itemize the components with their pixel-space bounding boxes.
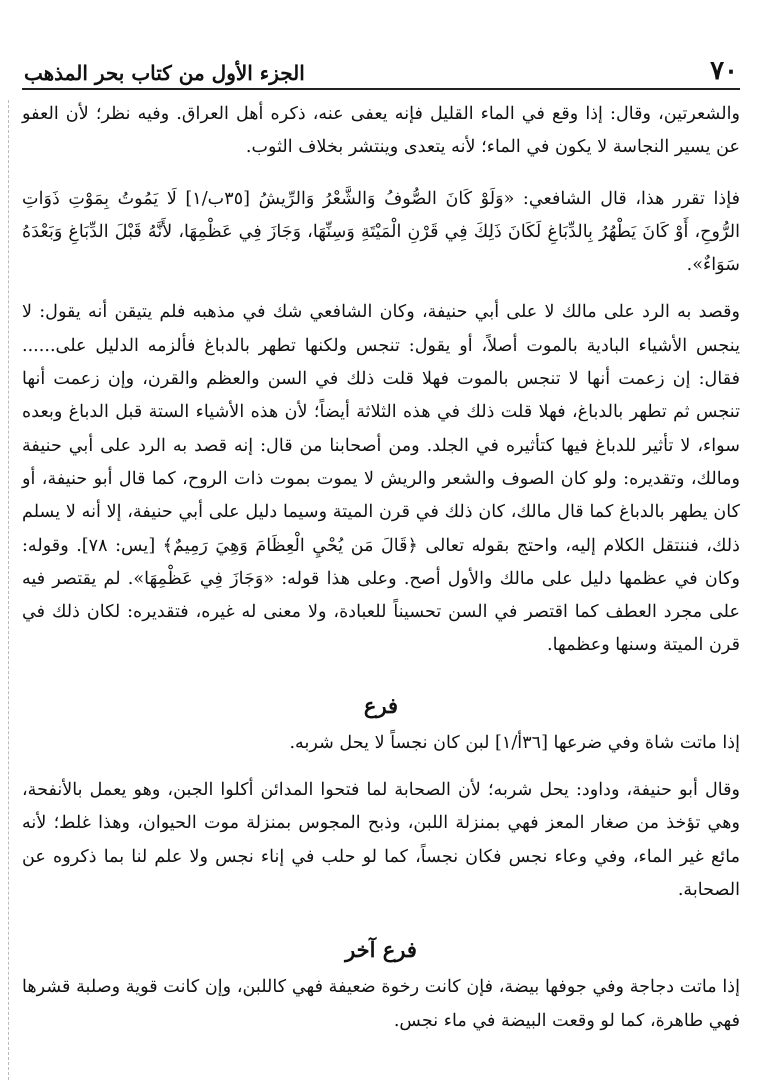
paragraph-5: وقال أبو حنيفة، وداود: يحل شربه؛ لأن الصحابة لما فتحوا المدائن أكلوا الجبن، وهو يعمل بالأنفحة، وهي تؤخذ من صغار المعز فهي بمنزلة اللبن، وذبح المجوس بمنزلة موت الحيوان، وهذا غلط؛ لأنه مائع غير الماء، وفي وعاء نجس فكان نجساً، كما لو حلب في إناء نجس ولا علم لنا بما ذكروه عن الصحابة. — [22, 780, 740, 900]
section-heading-far: فرع — [363, 692, 399, 718]
paragraph-3: وقصد به الرد على مالك لا على أبي حنيفة، وكان الشافعي شك في مذهبه فلم يتيقن أنه يقول: لا ينجس الأشياء البادية بالموت أصلاً، أو يقول: تنجس ولكنها تطهر بالدباغ فألزمه الدليل على...... فقال: إن زعمت أنها لا تنجس بالموت فهلا قلت ذلك في السن والعظم والقرن، وإن زعمت أنها تنجس ثم تطهر بالدباغ، فهلا قلت ذلك في هذه الثلاثة أيضاً؛ لأن هذه الأشياء الستة قبل الدباغ وبعده سواء، لا تأثير للدباغ فيها كتأثيره في الجلد. ومن أصحابنا من قال: إنه قصد به الرد على أبي حنيفة ومالك، وتقديره: ولو كان الصوف والشعر والريش لا يموت بموت ذات الروح، كما قال أبو حنيفة، أو كان يطهر بالدباغ كما قال مالك، كان ذلك في قرن الميتة وسيما دليل على أبي حنيفة، إلا أنه لا يسلم ذلك، فننتقل الكلام إليه، واحتج بقوله تعالى ﴿قَالَ مَن يُحْيِ الْعِظَامَ وَهِيَ رَمِيمٌ﴾ [يس: ٧٨]. وقوله: وكان في عظمها دليل على مالك والأول أصح. وعلى هذا قوله: «وَجَازَ فِي عَظْمِهَا». لم يقتصر فيه على مجرد العطف كما اقتصر في السن تحسيناً للعبادة، ولا معنى له غيره، فتقديره: لكان ذلك في قرن الميتة وسنها وعظمها. — [22, 302, 740, 656]
paragraph-2: فإذا تقرر هذا، قال الشافعي: «وَلَوْ كَانَ الصُّوفُ وَالشَّعْرُ وَالرِّيشُ [٣٥ب/١] لَا يَمُوتُ بِمَوْتِ ذَوَاتِ الرُّوحِ، أَوْ كَانَ يَطْهُرُ بِالدِّبَاغِ لَكَانَ ذَلِكَ فِي قَرْنِ الْمَيْتَةِ وَسِنِّهَا، وَجَازَ فِي عَظْمِهَا، لأَنَّهُ قَبْلَ الدِّبَاغِ وَبَعْدَهُ سَوَاءٌ». — [22, 188, 740, 276]
paragraph-4: إذا ماتت شاة وفي ضرعها [٣٦أ/١] لبن كان نجساً لا يحل شربه. — [289, 732, 740, 753]
page-header — [22, 52, 740, 90]
page — [22, 52, 740, 1038]
section-heading-far-akhar: فرع آخر — [345, 937, 417, 963]
page-number: ٧٠ — [710, 56, 738, 86]
running-title: الجزء الأول من كتاب بحر المذهب — [24, 61, 305, 85]
paragraph-6: إذا ماتت دجاجة وفي جوفها بيضة، فإن كانت رخوة ضعيفة فهي كاللبن، وإن كانت قوية وصلبة قشرها فهي طاهرة، كما لو وقعت البيضة في ماء نجس. — [22, 977, 740, 1031]
paragraph-1: والشعرتين، وقال: إذا وقع في الماء القليل فإنه يعفى عنه، ذكره أهل العراق. وفيه نظر؛ لأن العفو عن يسير النجاسة لا يكون في الماء؛ لأنه يتعدى وينتشر بخلاف الثوب. — [22, 104, 740, 158]
margin-dashed-line — [8, 100, 9, 1080]
